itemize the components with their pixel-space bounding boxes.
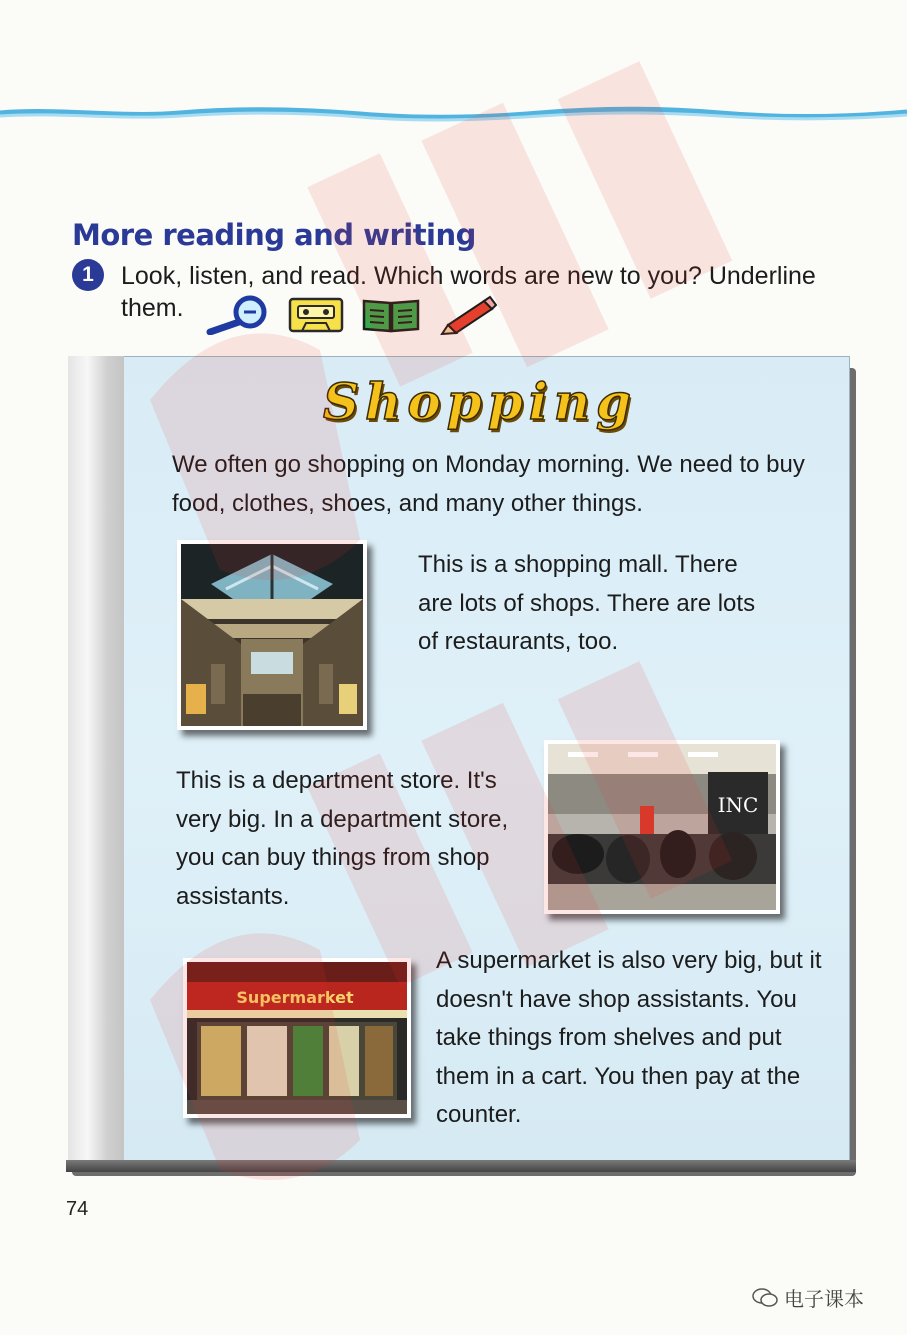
cassette-icon	[288, 297, 344, 333]
page-number: 74	[66, 1198, 89, 1220]
footer-brand-text: 电子课本	[784, 1289, 864, 1311]
inc-store-logo: INC	[717, 793, 759, 817]
department-store-paragraph: This is a department store. It's very big. In a department store, you can buy things from shop assistants.	[176, 767, 509, 910]
footer-brand	[752, 1283, 864, 1312]
supermarket-paragraph: A supermarket is also very big, but it doesn't have shop assistants. You take things from shelves and put them in a cart. You then pay at the counter.	[436, 947, 822, 1128]
pencil-icon	[438, 295, 498, 335]
instruction-line-2: them.	[121, 294, 184, 322]
section-title: More reading and writing	[72, 218, 476, 252]
supermarket-photo	[183, 958, 411, 1118]
mall-paragraph: This is a shopping mall. There are lots of shops. There are lots of restaurants, too.	[418, 551, 756, 655]
intro-paragraph: We often go shopping on Monday morning. We need to buy food, clothes, shoes, and many other things.	[172, 451, 805, 517]
story-title: Shopping	[322, 372, 638, 431]
header-wave-divider	[0, 100, 907, 130]
activity-icons	[204, 293, 498, 337]
magnifier-icon	[204, 295, 270, 335]
book-page-edge	[66, 1160, 856, 1172]
instruction-line-1: Look, listen, and read. Which words are new to you? Underline	[121, 262, 816, 290]
book-spine	[68, 356, 124, 1166]
chat-bubble-icon	[752, 1287, 778, 1309]
task-number-badge: 1	[72, 259, 104, 291]
supermarket-sign: Supermarket	[236, 988, 354, 1007]
book-icon	[362, 297, 420, 333]
shopping-mall-photo	[177, 540, 367, 730]
department-store-photo	[544, 740, 780, 914]
